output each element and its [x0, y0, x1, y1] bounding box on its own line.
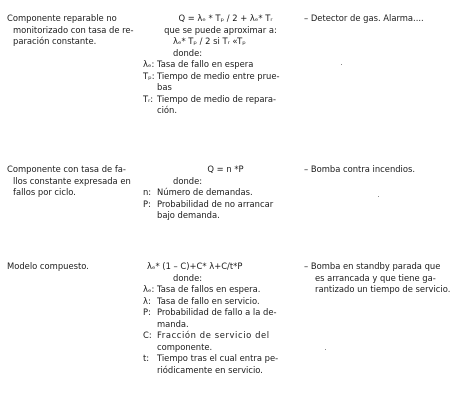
- scan-speck: [341, 64, 342, 65]
- category-line: Componente reparable no: [7, 13, 117, 23]
- definition-item: [143, 71, 298, 94]
- row-2-category: [7, 164, 142, 199]
- example-line: es arrancada y que tiene ga-: [315, 272, 436, 283]
- category-line: Componente con tasa de fa-: [7, 164, 126, 174]
- definition-symbol: λ:: [143, 295, 151, 306]
- definition-item: [143, 330, 298, 353]
- row-3-example: [304, 261, 456, 296]
- category-line: fallos por ciclo.: [13, 187, 76, 197]
- definition-item: [143, 353, 298, 376]
- definition-text: Fracción de servicio del componente.: [157, 330, 270, 352]
- definition-item: [143, 59, 298, 71]
- definition-item: [143, 296, 298, 308]
- definition-text: Tiempo de medio entre prue- bas: [157, 70, 280, 92]
- scan-speck: [378, 196, 379, 197]
- definition-text: Tasa de fallo en espera: [157, 59, 254, 69]
- definition-symbol: P:: [143, 307, 151, 317]
- category-line: monitorizado con tasa de re-: [13, 24, 134, 35]
- definition-symbol: Tᵣ:: [143, 93, 154, 104]
- donde-label: donde:: [173, 47, 203, 58]
- category-line: paración constante.: [13, 36, 97, 46]
- definition-symbol: t:: [143, 353, 150, 363]
- definition-item: [143, 94, 298, 117]
- definition-item: [143, 284, 298, 296]
- category-line: Modelo compuesto.: [7, 261, 89, 271]
- formula-line: Q = λₑ * Tₚ / 2 + λₑ* Tᵣ: [178, 13, 273, 23]
- definition-symbol: λₑ:: [143, 59, 155, 69]
- definition-symbol: P:: [143, 198, 151, 209]
- definition-text: Tiempo tras el cual entra pe- riódicamente en servicio.: [157, 353, 279, 375]
- donde-label: donde:: [173, 272, 203, 283]
- category-line: llos constante expresada en: [13, 175, 131, 186]
- definition-symbol: Tₚ:: [143, 70, 155, 81]
- definition-item: [143, 199, 298, 222]
- formula-line: Q = n *P: [207, 164, 244, 174]
- definition-text: Probabilidad de fallo a la de- manda.: [157, 307, 277, 329]
- definition-text: Probabilidad de no arrancar bajo demanda.: [157, 198, 274, 220]
- definition-symbol: C:: [143, 330, 152, 340]
- definition-symbol: n:: [143, 187, 152, 197]
- definition-item: [143, 307, 298, 330]
- example-line: – Bomba en standby parada que: [304, 261, 441, 271]
- row-3-formula: [143, 261, 298, 376]
- row-2-example: [304, 164, 456, 176]
- row-3-category: [7, 261, 142, 273]
- row-1-formula: [143, 13, 298, 117]
- scan-speck: [325, 349, 326, 350]
- row-2-formula: [143, 164, 298, 222]
- definition-item: [143, 187, 298, 199]
- definition-text: Tiempo de medio de repara- ción.: [157, 93, 277, 115]
- definition-text: Número de demandas.: [157, 187, 253, 197]
- formula-line: λₑ* (1 – C)+C* λ+C/t*P: [147, 261, 243, 271]
- formula-line: que se puede aproximar a:: [164, 24, 277, 35]
- definition-text: Tasa de fallos en espera.: [157, 284, 261, 294]
- example-line: – Bomba contra incendios.: [304, 164, 416, 174]
- donde-label: donde:: [173, 175, 203, 186]
- example-line: – Detector de gas. Alarma....: [304, 13, 424, 23]
- row-1-example: [304, 13, 456, 25]
- definition-text: Tasa de fallo en servicio.: [157, 295, 260, 306]
- example-line: rantizado un tiempo de servicio.: [315, 284, 451, 294]
- row-1-category: [7, 13, 142, 48]
- definition-symbol: λₑ:: [143, 284, 155, 294]
- formula-line: λₑ* Tₚ / 2 si Tᵣ «Tₚ: [173, 36, 246, 46]
